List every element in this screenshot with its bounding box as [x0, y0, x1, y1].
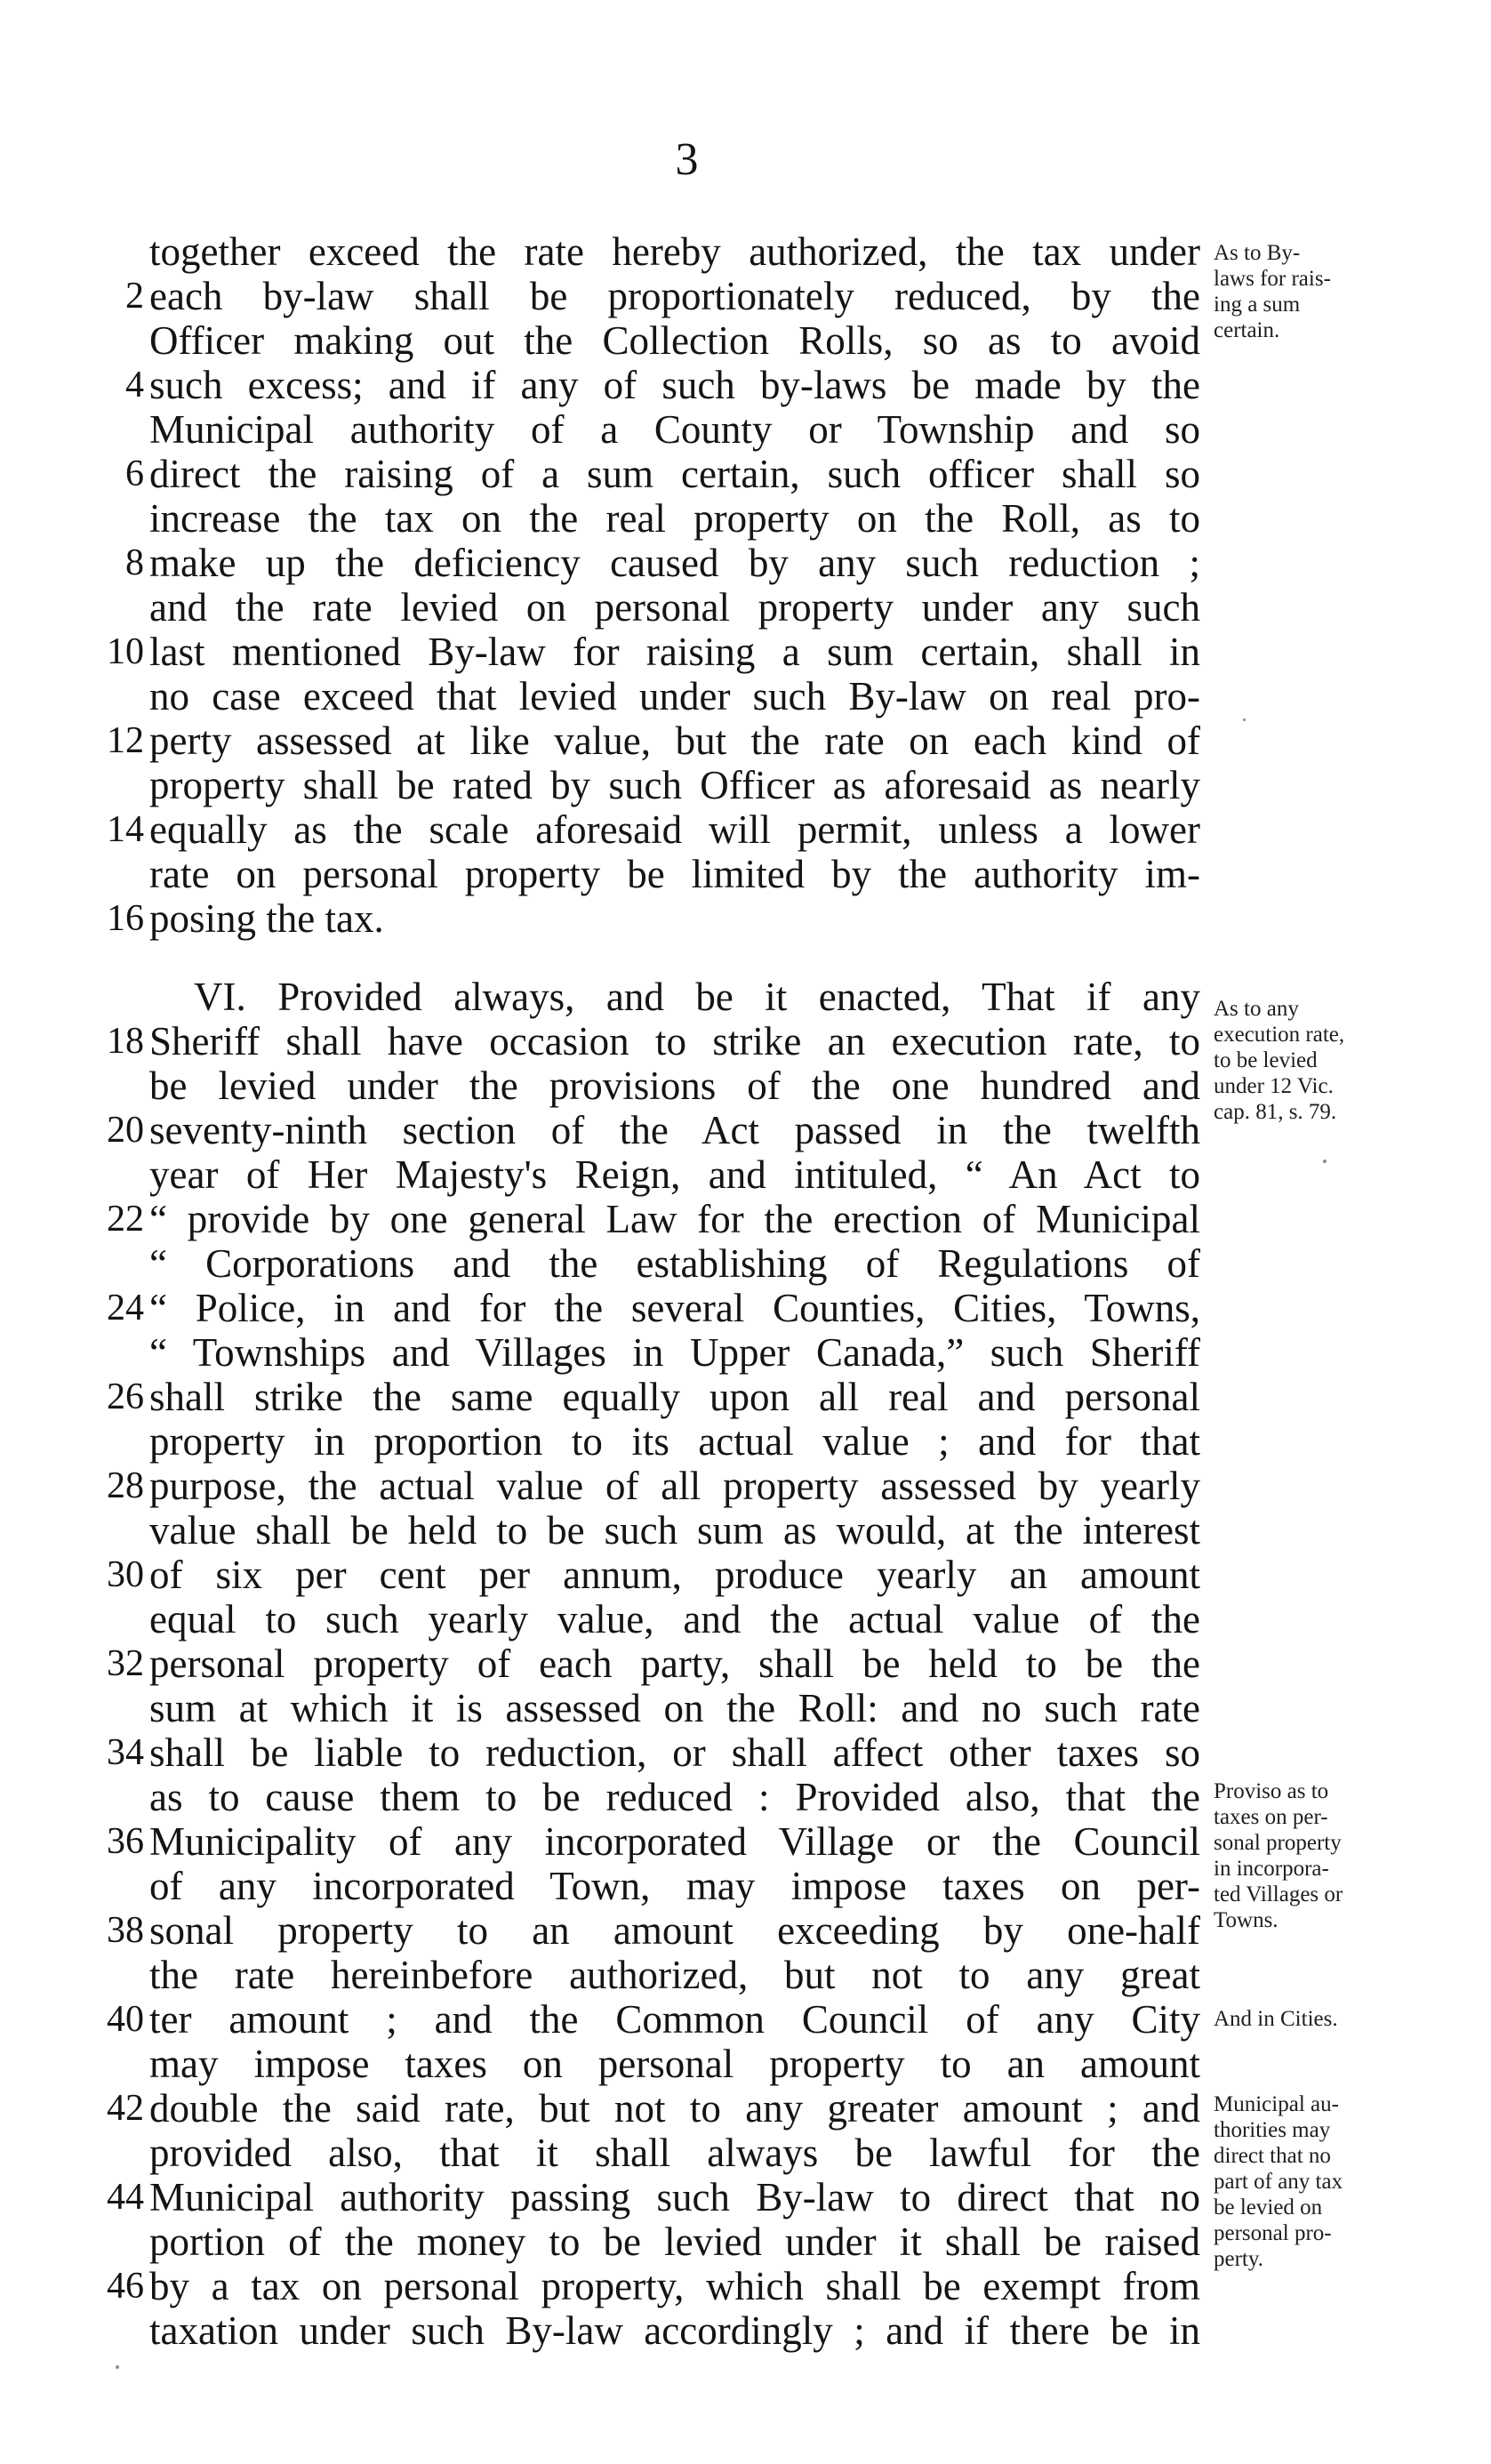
line-number: 4 — [125, 365, 144, 405]
margin-note-line: Municipal au- — [1214, 2092, 1339, 2116]
text-line — [89, 2219, 1200, 2264]
line-number: 36 — [107, 1821, 144, 1862]
text-line — [89, 630, 1200, 674]
margin-note-bylaws-sum-certain — [1214, 240, 1418, 343]
line-text: “ provide by one general Law for the erection of Municipal — [149, 1197, 1200, 1241]
line-text: “ Townships and Villages in Upper Canada,” such Sheriff — [149, 1330, 1200, 1375]
line-text: increase the tax on the real property on the Roll, as to — [149, 496, 1200, 541]
text-line — [89, 452, 1200, 496]
line-text: direct the raising of a sum certain, such officer shall so — [149, 452, 1200, 496]
text-line — [89, 1241, 1200, 1286]
line-text: purpose, the actual value of all property assessed by yearly — [149, 1464, 1200, 1508]
text-line — [89, 1553, 1200, 1597]
margin-note-line: part of any tax — [1214, 2170, 1343, 2194]
line-text: perty assessed at like value, but the rate on each kind of — [149, 718, 1200, 763]
line-text: year of Her Majesty's Reign, and intituled, “ An Act to — [149, 1152, 1200, 1197]
line-number: 30 — [107, 1554, 144, 1595]
text-line — [89, 407, 1200, 452]
line-number: 42 — [107, 2088, 144, 2129]
margin-note-line: As to any — [1214, 997, 1299, 1021]
margin-note-line: to be levied — [1214, 1048, 1318, 1072]
text-line — [89, 1775, 1200, 1819]
text-line — [89, 896, 1200, 941]
margin-note-execution-rate — [1214, 996, 1418, 1125]
text-line — [89, 1375, 1200, 1419]
text-line — [89, 1508, 1200, 1553]
text-line — [89, 1019, 1200, 1063]
page-number: 3 — [675, 134, 699, 185]
text-line — [89, 1730, 1200, 1775]
line-text: sum at which it is assessed on the Roll: and no such rate — [149, 1686, 1200, 1730]
text-line — [89, 585, 1200, 630]
line-number: 16 — [107, 898, 144, 939]
line-text: as to cause them to be reduced : Provided also, that the — [149, 1775, 1200, 1819]
margin-note-line: Proviso as to — [1214, 1779, 1329, 1803]
text-line — [89, 1108, 1200, 1152]
text-line — [89, 274, 1200, 318]
line-text: VI. Provided always, and be it enacted, That if any — [194, 975, 1200, 1019]
line-text: last mentioned By-law for raising a sum certain, shall in — [149, 630, 1200, 674]
line-number: 26 — [107, 1376, 144, 1417]
scan-speck — [116, 2365, 119, 2369]
line-number: 24 — [107, 1288, 144, 1328]
text-line — [89, 1197, 1200, 1241]
line-text: and the rate levied on personal property under any such — [149, 585, 1200, 630]
text-line — [89, 1330, 1200, 1375]
line-text: portion of the money to be levied under it shall be raised — [149, 2219, 1200, 2264]
margin-note-line: perty. — [1214, 2247, 1263, 2271]
line-number: 32 — [107, 1643, 144, 1684]
margin-note-proviso-personal-property — [1214, 1778, 1418, 1933]
text-line — [89, 674, 1200, 718]
text-line — [89, 2308, 1200, 2353]
margin-note-line: in incorpora- — [1214, 1857, 1329, 1881]
line-text: of six per cent per annum, produce yearly an amount — [149, 1553, 1200, 1597]
text-line — [89, 718, 1200, 763]
line-number: 8 — [125, 542, 144, 583]
margin-note-line: direct that no — [1214, 2144, 1331, 2168]
line-text: equal to such yearly value, and the actual value of the — [149, 1597, 1200, 1641]
margin-note-line: cap. 81, s. 79. — [1214, 1100, 1337, 1124]
text-line — [89, 1819, 1200, 1864]
line-number: 28 — [107, 1465, 144, 1506]
line-text: make up the deficiency caused by any such reduction ; — [149, 541, 1200, 585]
line-text: by a tax on personal property, which shall be exempt from — [149, 2264, 1200, 2308]
margin-note-line: ted Villages or — [1214, 1882, 1343, 1906]
scan-speck — [1243, 718, 1246, 721]
margin-note-line: And in Cities. — [1214, 2007, 1338, 2031]
line-number: 2 — [125, 276, 144, 317]
text-line — [89, 1464, 1200, 1508]
text-line — [89, 363, 1200, 407]
line-text: be levied under the provisions of the one hundred and — [149, 1063, 1200, 1108]
line-text: posing the tax. — [149, 896, 384, 941]
line-text: property in proportion to its actual value ; and for that — [149, 1419, 1200, 1464]
line-text: property shall be rated by such Officer as aforesaid as nearly — [149, 763, 1200, 807]
line-text: such excess; and if any of such by-laws be made by the — [149, 363, 1200, 407]
line-text: “ Police, in and for the several Counties, Cities, Towns, — [149, 1286, 1200, 1330]
text-line — [89, 2131, 1200, 2175]
text-line — [89, 1864, 1200, 1908]
line-text: shall strike the same equally upon all real and personal — [149, 1375, 1200, 1419]
line-number: 38 — [107, 1910, 144, 1951]
line-number: 14 — [107, 809, 144, 850]
line-number: 46 — [107, 2266, 144, 2307]
line-text: ter amount ; and the Common Council of any City — [149, 1997, 1200, 2042]
line-text: Municipal authority of a County or Township and so — [149, 407, 1200, 452]
line-number: 40 — [107, 1999, 144, 2040]
line-text: Sheriff shall have occasion to strike an execution rate, to — [149, 1019, 1200, 1063]
margin-note-line: thorities may — [1214, 2118, 1331, 2142]
margin-note-line: personal pro- — [1214, 2221, 1332, 2245]
text-line — [89, 1953, 1200, 1997]
line-text: the rate hereinbefore authorized, but not to any great — [149, 1953, 1200, 1997]
statute-text-block-1 — [89, 229, 1200, 941]
line-text: no case exceed that levied under such By-law on real pro- — [149, 674, 1200, 718]
line-number: 18 — [107, 1021, 144, 1062]
line-number: 22 — [107, 1199, 144, 1240]
text-line — [89, 975, 1200, 1019]
text-line — [89, 496, 1200, 541]
line-text: “ Corporations and the establishing of Regulations of — [149, 1241, 1200, 1286]
scan-speck — [1323, 1160, 1327, 1163]
text-line — [89, 1286, 1200, 1330]
text-line — [89, 1152, 1200, 1197]
text-line — [89, 1997, 1200, 2042]
line-number: 10 — [107, 631, 144, 672]
line-number: 34 — [107, 1732, 144, 1773]
text-line — [89, 1908, 1200, 1953]
line-text: of any incorporated Town, may impose taxes on per- — [149, 1864, 1200, 1908]
margin-note-line: sonal property — [1214, 1831, 1342, 1855]
text-line — [89, 2042, 1200, 2086]
margin-note-line: under 12 Vic. — [1214, 1074, 1334, 1098]
text-line — [89, 1641, 1200, 1686]
text-line — [89, 1063, 1200, 1108]
line-text: rate on personal property be limited by the authority im- — [149, 852, 1200, 896]
text-line — [89, 2264, 1200, 2308]
line-text: seventy-ninth section of the Act passed in the twelfth — [149, 1108, 1200, 1152]
statute-text-block-2 — [89, 975, 1200, 2353]
text-line — [89, 763, 1200, 807]
line-text: may impose taxes on personal property to an amount — [149, 2042, 1200, 2086]
margin-note-line: be levied on — [1214, 2195, 1323, 2219]
margin-note-cities — [1214, 2006, 1418, 2032]
text-line — [89, 852, 1200, 896]
line-number: 6 — [125, 453, 144, 494]
line-text: double the said rate, but not to any greater amount ; and — [149, 2086, 1200, 2131]
line-text: Municipal authority passing such By-law to direct that no — [149, 2175, 1200, 2219]
text-line — [89, 2086, 1200, 2131]
text-line — [89, 541, 1200, 585]
line-number: 12 — [107, 720, 144, 761]
margin-note-line: Towns. — [1214, 1908, 1279, 1932]
margin-note-municipal-authorities — [1214, 2091, 1418, 2272]
margin-note-line: ing a sum — [1214, 293, 1301, 317]
margin-note-line: As to By- — [1214, 241, 1301, 265]
line-text: equally as the scale aforesaid will permit, unless a lower — [149, 807, 1200, 852]
margin-note-line: execution rate, — [1214, 1023, 1345, 1047]
line-text: taxation under such By-law accordingly ; and if there be in — [149, 2308, 1200, 2353]
line-text: Officer making out the Collection Rolls, so as to avoid — [149, 318, 1200, 363]
text-line — [89, 1419, 1200, 1464]
line-text: together exceed the rate hereby authorized, the tax under — [149, 229, 1200, 274]
line-text: Municipality of any incorporated Village or the Council — [149, 1819, 1200, 1864]
margin-note-line: certain. — [1214, 318, 1280, 342]
line-text: personal property of each party, shall be held to be the — [149, 1641, 1200, 1686]
margin-note-line: taxes on per- — [1214, 1805, 1328, 1829]
text-line — [89, 807, 1200, 852]
line-text: sonal property to an amount exceeding by one-half — [149, 1908, 1200, 1953]
text-line — [89, 229, 1200, 274]
text-line — [89, 1597, 1200, 1641]
text-line — [89, 318, 1200, 363]
text-line — [89, 2175, 1200, 2219]
line-text: shall be liable to reduction, or shall affect other taxes so — [149, 1730, 1200, 1775]
line-text: each by-law shall be proportionately reduced, by the — [149, 274, 1200, 318]
text-line — [89, 1686, 1200, 1730]
line-text: provided also, that it shall always be lawful for the — [149, 2131, 1200, 2175]
margin-note-line: laws for rais- — [1214, 267, 1331, 291]
line-number: 20 — [107, 1110, 144, 1151]
line-text: value shall be held to be such sum as would, at the interest — [149, 1508, 1200, 1553]
line-number: 44 — [107, 2177, 144, 2218]
